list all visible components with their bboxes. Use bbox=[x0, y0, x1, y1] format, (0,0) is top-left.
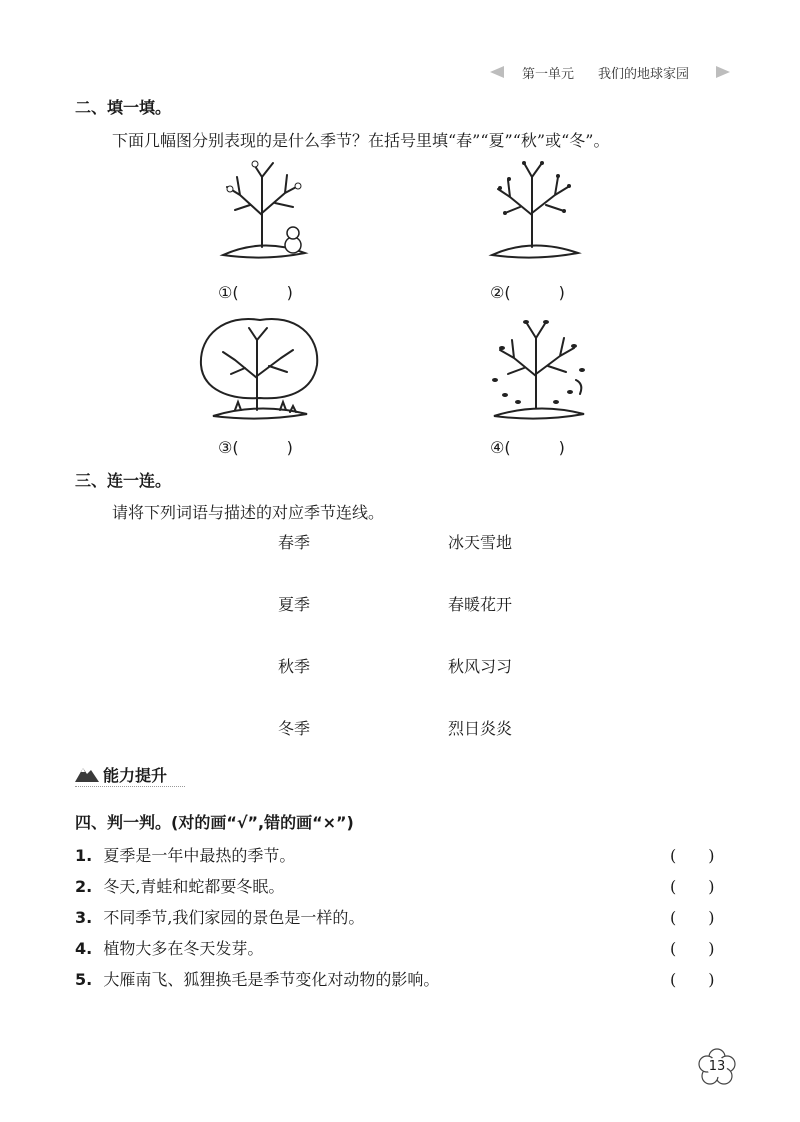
spring-tree-icon bbox=[480, 155, 585, 267]
triangle-right-icon bbox=[716, 66, 730, 78]
running-header bbox=[490, 62, 730, 82]
judge-item-answer-blank[interactable]: ( ) bbox=[670, 939, 715, 958]
mountain-icon bbox=[75, 764, 99, 782]
judge-item-text: 植物大多在冬天发芽。 bbox=[103, 939, 264, 958]
judge-item-answer-blank[interactable]: ( ) bbox=[670, 846, 715, 865]
judge-item-4 bbox=[75, 936, 725, 958]
item-1-number: ① bbox=[218, 283, 233, 302]
section-3-heading: 三、连一连。 bbox=[75, 471, 172, 490]
item-3-number: ③ bbox=[218, 438, 233, 457]
item-3-answer-blank[interactable]: ( ) bbox=[232, 438, 293, 457]
judge-item-text: 夏季是一年中最热的季节。 bbox=[103, 846, 296, 865]
season-winter[interactable]: 冬季 bbox=[278, 719, 311, 738]
judge-item-number: 4. bbox=[75, 939, 93, 958]
section-3-instruction: 请将下列词语与描述的对应季节连线。 bbox=[112, 503, 385, 522]
header-unit: 第一单元 bbox=[522, 67, 575, 82]
phrase-2[interactable]: 春暖花开 bbox=[448, 595, 513, 614]
judge-item-1 bbox=[75, 843, 725, 865]
page-number: 13 bbox=[708, 1059, 726, 1074]
winter-tree-icon bbox=[205, 155, 320, 267]
item-1-answer-blank[interactable]: ( ) bbox=[232, 283, 293, 302]
judge-item-3 bbox=[75, 905, 725, 927]
judge-item-number: 1. bbox=[75, 846, 93, 865]
judge-item-answer-blank[interactable]: ( ) bbox=[670, 877, 715, 896]
triangle-left-icon bbox=[490, 66, 504, 78]
summer-tree-icon bbox=[195, 310, 325, 425]
judge-item-2 bbox=[75, 874, 725, 896]
judge-item-number: 5. bbox=[75, 970, 93, 989]
judge-item-text: 不同季节,我们家园的景色是一样的。 bbox=[103, 908, 365, 927]
phrase-4[interactable]: 烈日炎炎 bbox=[448, 719, 513, 738]
phrase-1[interactable]: 冰天雪地 bbox=[448, 533, 513, 552]
item-2-number: ② bbox=[490, 283, 505, 302]
section-4-heading: 四、判一判。(对的画“√”,错的画“×”) bbox=[75, 813, 354, 832]
judge-item-text: 大雁南飞、狐狸换毛是季节变化对动物的影响。 bbox=[103, 970, 440, 989]
judge-item-answer-blank[interactable]: ( ) bbox=[670, 908, 715, 927]
ability-title: 能力提升 bbox=[103, 766, 168, 785]
season-autumn[interactable]: 秋季 bbox=[278, 657, 311, 676]
section-2-heading: 二、填一填。 bbox=[75, 98, 172, 117]
judge-item-number: 2. bbox=[75, 877, 93, 896]
season-spring[interactable]: 春季 bbox=[278, 533, 311, 552]
judge-item-5 bbox=[75, 967, 725, 989]
ability-underline bbox=[75, 786, 185, 787]
judge-item-text: 冬天,青蛙和蛇都要冬眠。 bbox=[103, 877, 285, 896]
section-2-instruction: 下面几幅图分别表现的是什么季节？在括号里填“春”“夏”“秋”或“冬”。 bbox=[112, 131, 610, 150]
judge-item-answer-blank[interactable]: ( ) bbox=[670, 970, 715, 989]
judge-item-number: 3. bbox=[75, 908, 93, 927]
page-number-badge bbox=[697, 1047, 737, 1087]
item-2-answer-blank[interactable]: ( ) bbox=[504, 283, 565, 302]
item-4-number: ④ bbox=[490, 438, 505, 457]
season-summer[interactable]: 夏季 bbox=[278, 595, 311, 614]
autumn-tree-icon bbox=[480, 310, 595, 425]
phrase-3[interactable]: 秋风习习 bbox=[448, 657, 513, 676]
item-4-answer-blank[interactable]: ( ) bbox=[504, 438, 565, 457]
header-title: 我们的地球家园 bbox=[598, 67, 690, 82]
